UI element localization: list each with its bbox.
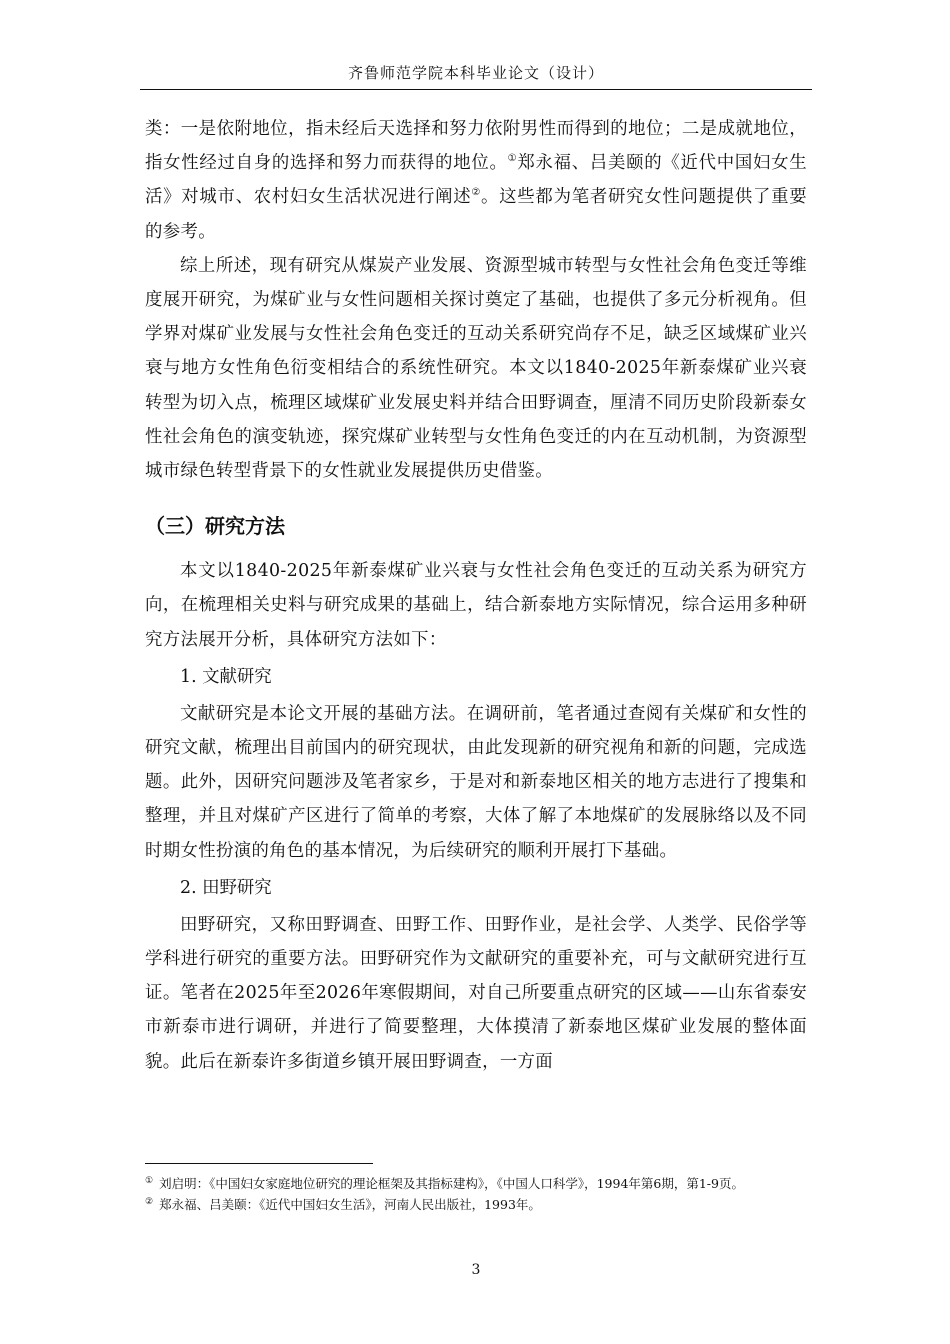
footnote-ref-1[interactable]: ① bbox=[507, 153, 518, 165]
paragraph-text: 。这些都为笔者研究女性问题提供了重要的参考。 bbox=[145, 187, 807, 242]
page-number: 3 bbox=[471, 1262, 481, 1278]
paragraph-text: 类：一是依附地位，指未经后天选择和努力依附男性而得到的地位；二是成就地位，指女性经过自身的选择和努力而获得的地位。 bbox=[145, 119, 807, 174]
paragraph-summary: 综上所述，现有研究从煤炭产业发展、资源型城市转型与女性社会角色变迁等维度展开研究，为煤矿业与女性问题相关探讨奠定了基础，也提供了多元分析视角。但学界对煤矿业发展与女性社会角色变迁的互动关系研究尚存不足，缺乏区域煤矿业兴衰与地方女性角色衍变相结合的系统性研究。本文以1840-2025年新泰煤矿业兴衰转型为切入点，梳理区域煤矿业发展史料并结合田野调查，厘清不同历史阶段新泰女性社会角色的演变轨迹，探究煤矿业转型与女性角色变迁的内在互动机制，为资源型城市绿色转型背景下的女性就业发展提供历史借鉴。 bbox=[145, 255, 807, 482]
footnote-2-mark: ② bbox=[145, 1197, 154, 1208]
header-rule bbox=[140, 89, 812, 90]
section-heading: （三）研究方法 bbox=[145, 514, 285, 539]
footnote-1-mark: ① bbox=[145, 1176, 154, 1186]
footnote-ref-2[interactable]: ② bbox=[471, 187, 482, 199]
paragraph-continuation bbox=[145, 112, 807, 249]
method-2-title: 2. 田野研究 bbox=[180, 877, 272, 898]
paragraph-text: 郑永福、吕美颐的《近代中国妇女生活》对城市、农村妇女生活状况进行阐述 bbox=[145, 153, 807, 208]
body-text bbox=[145, 112, 807, 1079]
paragraph-method-2: 田野研究，又称田野调查、田野工作、田野作业，是社会学、人类学、民俗学等学科进行研究的重要方法。田野研究作为文献研究的重要补充，可与文献研究进行互证。笔者在2025年至2026年寒假期间，对自己所要重点研究的区域——山东省泰安市新泰市进行调研，并进行了简要整理，大体摸清了新泰地区煤矿业发展的整体面貌。此后在新泰许多街道乡镇开展田野调查，一方面 bbox=[145, 914, 807, 1072]
paragraph-method-1: 文献研究是本论文开展的基础方法。在调研前，笔者通过查阅有关煤矿和女性的研究文献，梳理出目前国内的研究现状，由此发现新的研究视角和新的问题，完成选题。此外，因研究问题涉及笔者家乡，于是对和新泰地区相关的地方志进行了搜集和整理，并且对煤矿产区进行了简单的考察，大体了解了本地煤矿的发展脉络以及不同时期女性扮演的角色的基本情况，为后续研究的顺利开展打下基础。 bbox=[145, 703, 807, 861]
running-header: 齐鲁师范学院本科毕业论文（设计） bbox=[347, 64, 604, 82]
paragraph-methods-intro: 本文以1840-2025年新泰煤矿业兴衰与女性社会角色变迁的互动关系为研究方向，在梳理相关史料与研究成果的基础上，结合新泰地方实际情况，综合运用多种研究方法展开分析，具体研究方法如下： bbox=[145, 561, 807, 650]
footnote-1-text: 刘启明：《中国妇女家庭地位研究的理论框架及其指标建构》，《中国人口科学》，1994年第6期，第1-9页。 bbox=[159, 1176, 744, 1192]
footnote-2-text: 郑永福、吕美颐：《近代中国妇女生活》，河南人民出版社，1993年。 bbox=[159, 1197, 541, 1213]
method-1-title: 1. 文献研究 bbox=[180, 666, 272, 687]
footnotes bbox=[145, 1172, 807, 1214]
footnote-2 bbox=[145, 1193, 807, 1214]
footnote-1 bbox=[145, 1172, 807, 1193]
footnote-separator bbox=[145, 1163, 373, 1164]
